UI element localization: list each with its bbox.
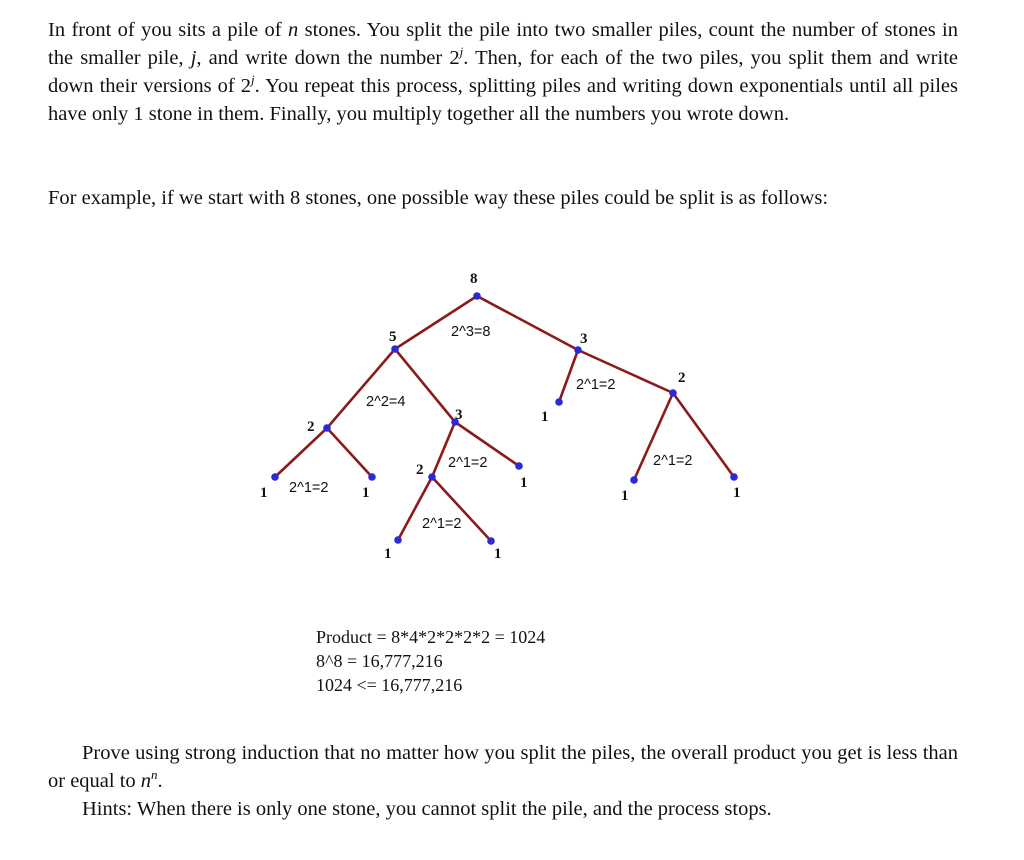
node-label: 2 — [307, 419, 315, 435]
tree-node — [394, 536, 402, 544]
tree-node — [271, 473, 279, 481]
node-label: 2 — [678, 370, 686, 386]
node-label: 3 — [580, 331, 588, 347]
tree-node-labels — [260, 271, 741, 562]
tree-node — [487, 537, 495, 545]
tree-edges — [275, 296, 734, 541]
edge-label: 2^1=2 — [653, 453, 693, 469]
node-label: 1 — [520, 475, 528, 491]
edge-3-1 — [559, 350, 578, 402]
tree-node — [574, 346, 582, 354]
tree-node — [669, 389, 677, 397]
edge-2-1a — [275, 428, 327, 477]
tree-node — [730, 473, 738, 481]
tree-edge-labels — [289, 324, 692, 532]
tree-node — [391, 345, 399, 353]
tree-node — [473, 292, 481, 300]
tree-nodes — [271, 292, 738, 545]
edge-label: 2^1=2 — [448, 455, 488, 471]
edge-label: 2^1=2 — [576, 377, 616, 393]
power-line: 8^8 = 16,777,216 — [316, 651, 443, 671]
node-label: 8 — [470, 271, 478, 287]
problem-statement: In front of you sits a pile of n stones. You split the pile into two smaller piles, count the number of stones in the smaller pile, j, and write down the number 2$^j$. Then, for each of the two piles, you split them and write down their versions of 2$^j$. You repeat this process, splitting piles and writing down exponentials until all piles have only 1 stone in them. Finally, you multiply together all the numbers you wrote down. — [48, 19, 959, 125]
edge-8-5 — [395, 296, 477, 349]
comparison-line: 1024 <= 16,777,216 — [316, 675, 463, 695]
node-label: 1 — [362, 485, 370, 501]
edge-label: 2^2=4 — [366, 394, 406, 410]
task-statement: Prove using strong induction that no matter how you split the piles, the overall product you get is less than or equal to $n^n$. — [48, 742, 958, 792]
edge-label: 2^3=8 — [451, 324, 491, 340]
hint: Hints: When there is only one stone, you cannot split the pile, and the process stops. — [82, 798, 772, 820]
tree-node — [630, 476, 638, 484]
node-label: 1 — [541, 409, 549, 425]
edge-2-1b — [327, 428, 372, 477]
node-label: 3 — [455, 407, 463, 423]
node-label: 1 — [494, 546, 502, 562]
tree-node — [368, 473, 376, 481]
node-label: 5 — [389, 329, 397, 345]
edge-label: 2^1=2 — [422, 516, 462, 532]
node-label: 1 — [733, 485, 741, 501]
node-label: 1 — [621, 488, 629, 504]
edge-8-3 — [477, 296, 578, 350]
example-intro: For example, if we start with 8 stones, one possible way these piles could be split is as follows: — [48, 187, 829, 209]
tree-node — [323, 424, 331, 432]
product-line: Product = 8*4*2*2*2*2 = 1024 — [316, 627, 546, 647]
edge-label: 2^1=2 — [289, 480, 329, 496]
node-label: 1 — [384, 546, 392, 562]
tree-node — [555, 398, 563, 406]
edge-5-3 — [395, 349, 455, 422]
edge-5-2 — [327, 349, 395, 428]
node-label: 1 — [260, 485, 268, 501]
tree-node — [515, 462, 523, 470]
node-label: 2 — [416, 462, 424, 478]
tree-node — [428, 473, 436, 481]
